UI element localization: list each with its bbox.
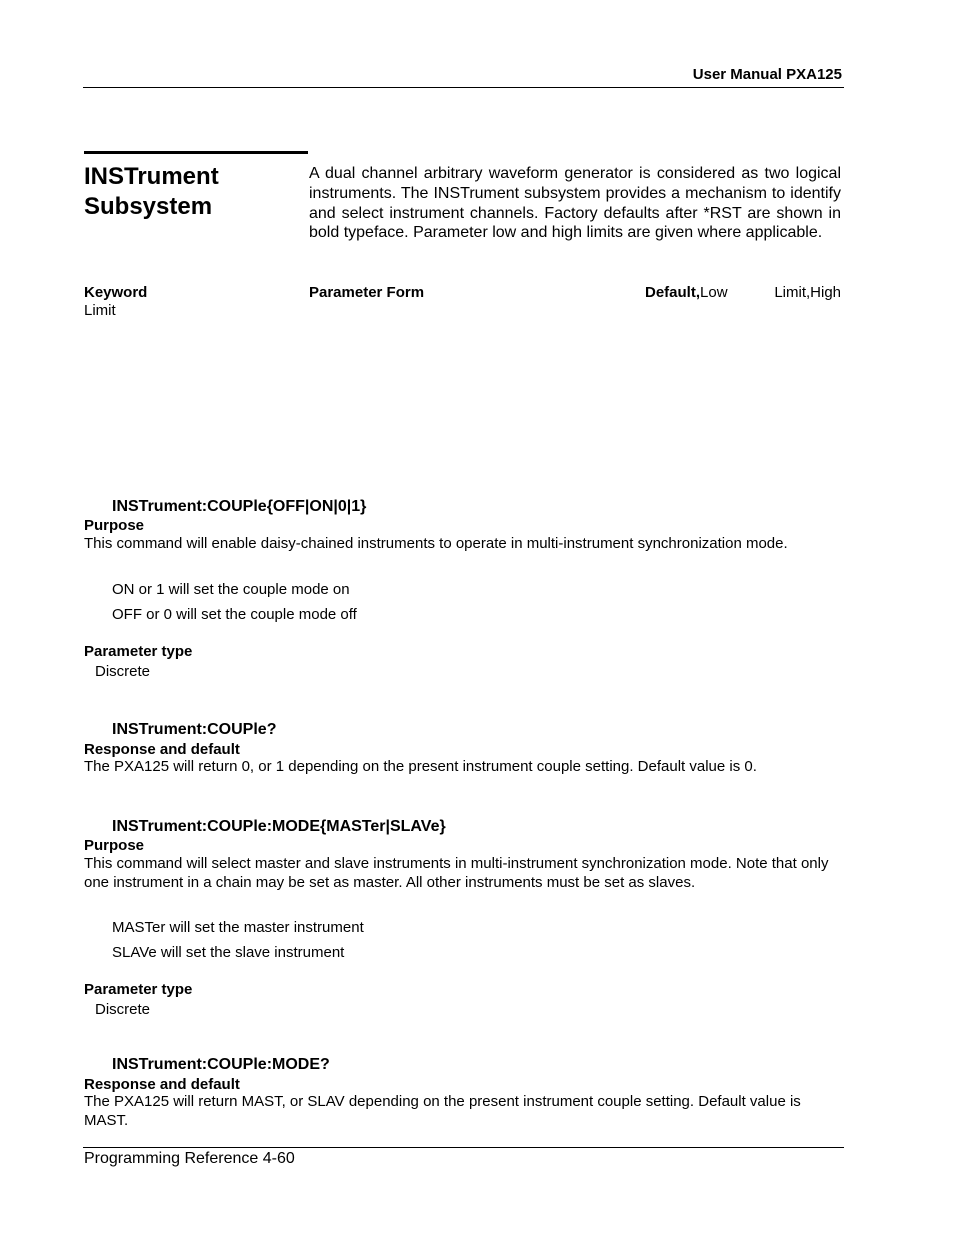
- parameter-form-heading: Parameter Form: [309, 284, 425, 301]
- limit-high-heading: Limit,High: [774, 284, 841, 301]
- mode-option-slave: SLAVe will set the slave instrument: [112, 944, 345, 961]
- section-title: [84, 162, 304, 222]
- header-rule: [83, 87, 844, 88]
- running-header-title: User Manual PXA125: [692, 66, 842, 83]
- section-title-rule: [84, 151, 308, 154]
- couple-parameter-type-label: Parameter type: [84, 643, 193, 660]
- mode-query-response-label: Response and default: [84, 1076, 240, 1093]
- command-mode-query-title: INSTrument:COUPle:MODE?: [112, 1056, 330, 1073]
- section-intro: A dual channel arbitrary waveform generator is considered as two logical instruments. The INSTrument subsystem provides a mechanism to identify and select instrument channels. Factory defaults after *RST are shown in bold typeface. Parameter low and high limits are given where applicable.: [309, 165, 841, 242]
- couple-query-response-label: Response and default: [84, 741, 240, 758]
- couple-parameter-type-value: Discrete: [95, 663, 151, 680]
- mode-purpose-text: This command will select master and slave instruments in multi-instrument synchronization mode. Note that only one instrument in a chain may be set as master. All other instruments must be set as slaves.: [84, 855, 829, 891]
- low-label: Low: [700, 284, 728, 301]
- section-title-line2: Subsystem: [84, 193, 213, 220]
- mode-purpose-label: Purpose: [84, 837, 145, 854]
- command-couple-title: INSTrument:COUPle{OFF|ON|0|1}: [112, 498, 367, 515]
- mode-query-response-text: The PXA125 will return MAST, or SLAV depending on the present instrument couple setting. Default value is MAST.: [84, 1093, 801, 1129]
- command-couple-query-title: INSTrument:COUPle?: [112, 721, 277, 738]
- default-heading: [645, 284, 728, 302]
- mode-parameter-type-value: Discrete: [95, 1001, 151, 1018]
- footer-rule: [83, 1147, 844, 1148]
- default-label: Default,: [645, 284, 701, 301]
- command-mode-title: INSTrument:COUPle:MODE{MASTer|SLAVe}: [112, 818, 446, 835]
- couple-option-off: OFF or 0 will set the couple mode off: [112, 606, 357, 623]
- couple-purpose-text: This command will enable daisy-chained instruments to operate in multi-instrument synchronization mode.: [84, 535, 788, 552]
- mode-option-master: MASTer will set the master instrument: [112, 919, 364, 936]
- keyword-heading: Keyword: [84, 284, 148, 301]
- limit-heading: Limit: [84, 302, 116, 319]
- mode-parameter-type-label: Parameter type: [84, 981, 193, 998]
- section-title-line1: INSTrument: [84, 163, 219, 190]
- couple-query-response-text: The PXA125 will return 0, or 1 depending on the present instrument couple setting. Default value is 0.: [84, 758, 757, 775]
- couple-option-on: ON or 1 will set the couple mode on: [112, 581, 350, 598]
- couple-purpose-label: Purpose: [84, 517, 145, 534]
- footer-page-reference: Programming Reference 4-60: [84, 1150, 295, 1167]
